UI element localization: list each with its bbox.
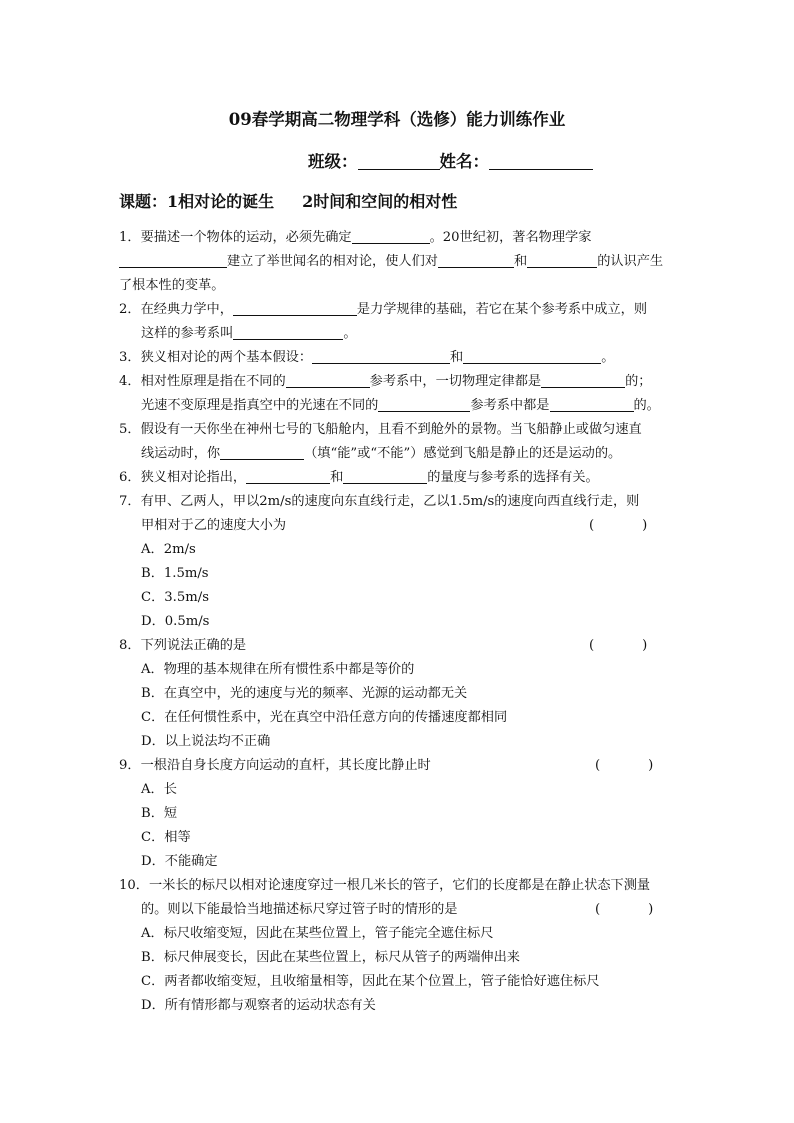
student-info-line bbox=[308, 148, 593, 172]
answer-blank[interactable] bbox=[343, 468, 427, 484]
option[interactable]: A．长 bbox=[141, 782, 177, 797]
question-10: 10．一米长的标尺以相对论速度穿过一根几米长的管子，它们的长度都是在静止状态下测量 bbox=[119, 878, 651, 893]
question-2: 2．在经典力学中， 是力学规律的基础，若它在某个参考系中成立，则 bbox=[119, 302, 648, 317]
question-3: 3．狭义相对论的两个基本假设： 和 。 bbox=[119, 350, 615, 365]
answer-blank[interactable] bbox=[378, 396, 470, 412]
name-blank[interactable] bbox=[489, 154, 593, 170]
answer-paren[interactable]: ( ) bbox=[595, 902, 654, 917]
questions: 1．要描述一个物体的运动，必须先确定 。20世纪初，著名物理学家 建立了举世闻名的相对论，使人们对 和 的认识产生 了根本性的变革。 2．在经典力学中， 是力学规律的基础，若它在某个参考系中成立，则 这样的参考系叫 。 3．狭义相对论的两个基本假设： 和 。 4．相对性原理是指在不同的 参考系中，一切物理定律都是 的； 光速不变原理是指真空中的光速在不同的 参考系中都是 的。 5．假设有一天你坐在神州七号的飞船舱内，且看不到舱外的景物。当飞船静止或做匀速直 线运动时，你 （填“能”或“不能”）感觉到飞船是静止的还是运动的。 6．狭义相对论指出， 和 的量度与参考系的选择有关。 7．有甲、乙两人，甲以2m/s的速度向东直线行走，乙以1.5m/s的速度向西直线行走，则 甲相对于乙的速度大小为 ( ) A．2m/s B．1.5m/s C．3.5m/s D．0.5m/s 8．下列说法正确的是 ( ) A．物理的基本规律在所有惯性系中都是等价的 B．在真空中，光的速度与光的频率、光源的运动都无关 C．在任何惯性系中，光在真空中沿任意方向的传播速度都相同 D．以上说法均不正确 9．一根沿自身长度方向运动的直杆，其长度比静止时 ( ) A．长 B．短 C．相等 D．不能确定 10．一米长的标尺以相对论速度穿过一根几米长的管子，它们的长度都是在静止状态下测量 的。则以下能最恰当地描述标尺穿过管子时的情形的是 ( ) A．标尺收缩变短，因此在某些位置上，管子能完全遮住标尺 B．标尺伸展变长，因此在某些位置上，标尺从管子的两端伸出来 C．两者都收缩变短，且收缩量相等，因此在某个位置上，管子能恰好遮住标尺 D．所有情形都与观察者的运动状态有关 bbox=[119, 226, 679, 1018]
answer-blank[interactable] bbox=[463, 348, 601, 364]
question-7: 7．有甲、乙两人，甲以2m/s的速度向东直线行走，乙以1.5m/s的速度向西直线行走，则 bbox=[119, 494, 640, 509]
answer-blank[interactable] bbox=[438, 252, 514, 268]
option[interactable]: B．在真空中，光的速度与光的频率、光源的运动都无关 bbox=[141, 686, 468, 701]
option[interactable]: D．不能确定 bbox=[141, 854, 218, 869]
answer-paren[interactable]: ( ) bbox=[589, 638, 648, 653]
option[interactable]: A．物理的基本规律在所有惯性系中都是等价的 bbox=[141, 662, 415, 677]
answer-blank[interactable] bbox=[541, 372, 625, 388]
answer-blank[interactable] bbox=[550, 396, 634, 412]
option[interactable]: C．3.5m/s bbox=[141, 590, 209, 605]
question-6: 6．狭义相对论指出， 和 的量度与参考系的选择有关。 bbox=[119, 470, 599, 485]
page-title: 09春学期高二物理学科（选修）能力训练作业 bbox=[228, 110, 566, 129]
option[interactable]: C．在任何惯性系中，光在真空中沿任意方向的传播速度都相同 bbox=[141, 710, 508, 725]
answer-blank[interactable] bbox=[119, 252, 227, 268]
answer-blank[interactable] bbox=[527, 252, 597, 268]
topic-part-2: 2时间和空间的相对性 bbox=[302, 192, 458, 211]
answer-blank[interactable] bbox=[286, 372, 370, 388]
option[interactable]: D．以上说法均不正确 bbox=[141, 734, 271, 749]
option[interactable]: C．两者都收缩变短，且收缩量相等，因此在某个位置上，管子能恰好遮住标尺 bbox=[141, 974, 600, 989]
option[interactable]: C．相等 bbox=[141, 830, 191, 845]
answer-paren[interactable]: ( ) bbox=[595, 758, 654, 773]
question-5: 5．假设有一天你坐在神州七号的飞船舱内，且看不到舱外的景物。当飞船静止或做匀速直 bbox=[119, 422, 642, 437]
option[interactable]: D．所有情形都与观察者的运动状态有关 bbox=[141, 998, 376, 1013]
class-label: 班级： bbox=[308, 152, 358, 171]
answer-paren[interactable]: ( ) bbox=[589, 518, 648, 533]
answer-blank[interactable] bbox=[312, 348, 450, 364]
answer-blank[interactable] bbox=[233, 300, 357, 316]
lesson-topic bbox=[119, 189, 457, 212]
option[interactable]: A．标尺收缩变短，因此在某些位置上，管子能完全遮住标尺 bbox=[141, 926, 494, 941]
option[interactable]: B．标尺伸展变长，因此在某些位置上，标尺从管子的两端伸出来 bbox=[141, 950, 520, 965]
answer-blank[interactable] bbox=[220, 444, 304, 460]
class-blank[interactable] bbox=[358, 154, 440, 170]
option[interactable]: A．2m/s bbox=[141, 542, 196, 557]
answer-blank[interactable] bbox=[233, 324, 343, 340]
name-label: 姓名： bbox=[439, 152, 489, 171]
question-9: 9．一根沿自身长度方向运动的直杆，其长度比静止时 ( ) bbox=[119, 754, 679, 778]
option[interactable]: D．0.5m/s bbox=[141, 614, 210, 629]
answer-blank[interactable] bbox=[246, 468, 330, 484]
question-8: 8．下列说法正确的是 ( ) bbox=[119, 634, 679, 658]
option[interactable]: B．1.5m/s bbox=[141, 566, 209, 581]
topic-part-1: 1相对论的诞生 bbox=[167, 192, 275, 211]
option[interactable]: B．短 bbox=[141, 806, 178, 821]
question-4: 4．相对性原理是指在不同的 参考系中，一切物理定律都是 的； bbox=[119, 374, 652, 389]
question-1: 1．要描述一个物体的运动，必须先确定 。20世纪初，著名物理学家 bbox=[119, 230, 592, 245]
answer-blank[interactable] bbox=[352, 228, 430, 244]
topic-label: 课题： bbox=[119, 192, 168, 211]
